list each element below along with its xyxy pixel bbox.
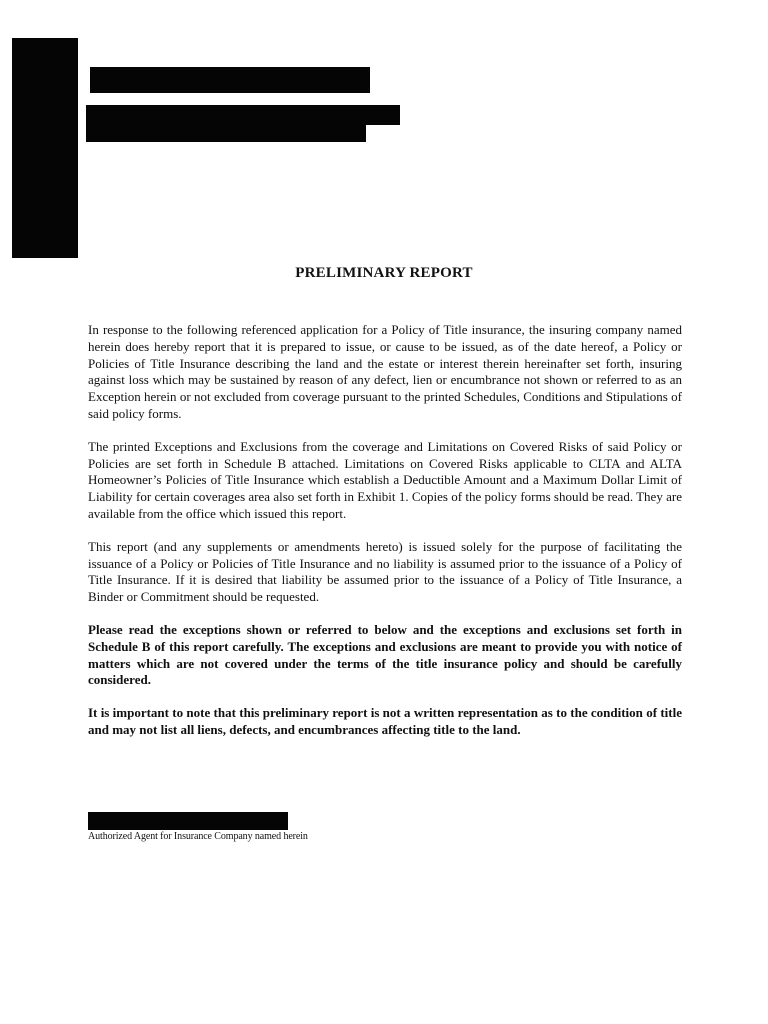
- redacted-header-line: [86, 105, 400, 125]
- document-body: [88, 322, 682, 755]
- signature-caption: Authorized Agent for Insurance Company named herein: [88, 831, 308, 842]
- redacted-signature: [88, 812, 288, 830]
- paragraph-intro: In response to the following referenced application for a Policy of Title insurance, the insuring company named herein does hereby report that it is prepared to issue, or cause to be issued, as of the date hereof, a Policy or Policies of Title Insurance describing the land and the estate or interest therein hereinafter set forth, insuring against loss which may be sustained by reason of any defect, lien or encumbrance not shown or referred to as an Exception herein or not excluded from coverage pursuant to the printed Schedules, Conditions and Stipulations of said policy forms.: [88, 322, 682, 421]
- paragraph-exceptions: The printed Exceptions and Exclusions from the coverage and Limitations on Covered Risks of said Policy or Policies are set forth in Schedule B attached. Limitations on Covered Risks applicable to CLTA and ALTA Homeowner’s Policies of Title Insurance which establish a Deductible Amount and a Maximum Dollar Limit of Liability for certain coverages area also set forth in Exhibit 1. Copies of the policy forms should be read. They are available from the office which issued this report.: [88, 438, 682, 521]
- document-title: PRELIMINARY REPORT: [295, 265, 473, 281]
- paragraph-notice: Please read the exceptions shown or referred to below and the exceptions and exclusions set forth in Schedule B of this report carefully. The exceptions and exclusions are meant to provide you with notice of matters which are not covered under the terms of the title insurance policy and should be carefully considered.: [88, 621, 682, 688]
- paragraph-disclaimer: It is important to note that this preliminary report is not a written representation as to the condition of title and may not list all liens, defects, and encumbrances affecting title to the land.: [88, 705, 682, 737]
- redacted-header-line: [90, 67, 370, 93]
- paragraph-purpose: This report (and any supplements or amendments hereto) is issued solely for the purpose of facilitating the issuance of a Policy or Policies of Title Insurance and no liability is assumed prior to the issuance of a Policy of Title Insurance. If it is desired that liability be assumed prior to the issuance of a Policy of Title Insurance, a Binder or Commitment should be requested.: [88, 538, 682, 605]
- redacted-logo-block: [12, 38, 78, 258]
- redacted-header-line: [86, 124, 366, 142]
